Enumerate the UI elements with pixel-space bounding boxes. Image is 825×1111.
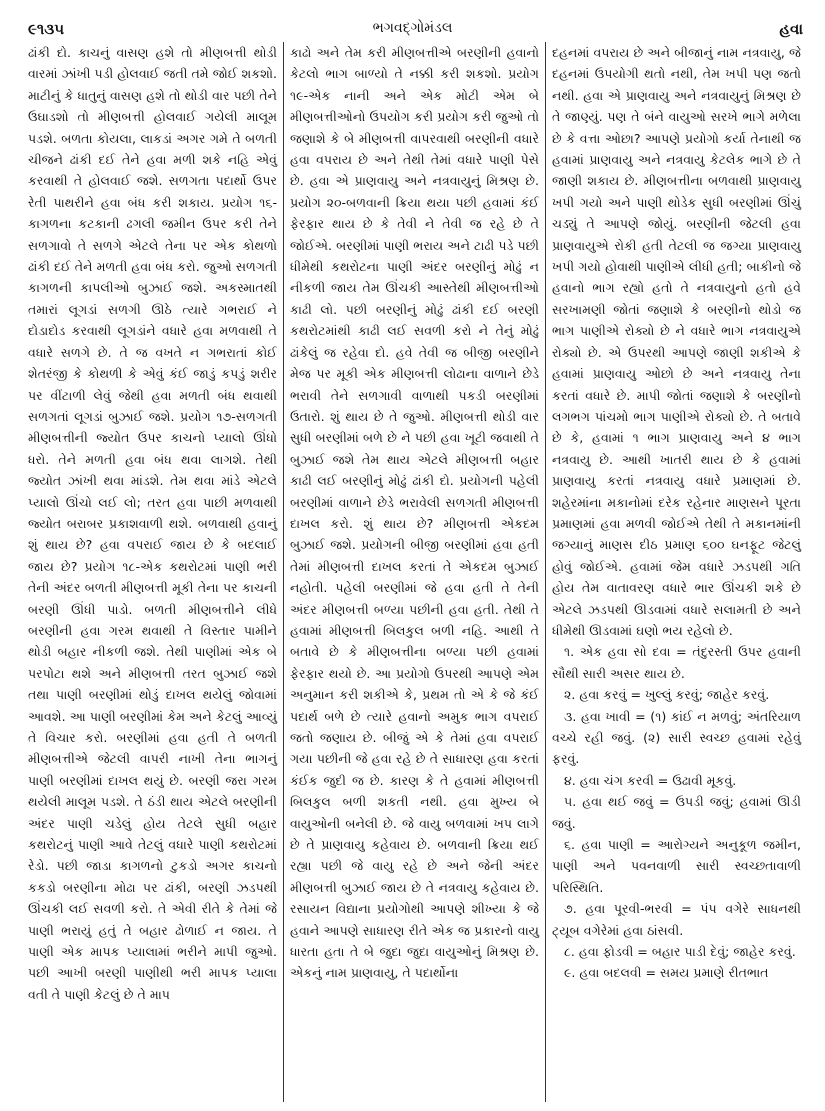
book-title: ભગવદ્ગોમંડલ <box>372 20 453 36</box>
idiom-entry: ૩. હવા ખાવી = (૧) કાંઈ ન મળવું; અંતરિયાળ વચ્ચે રહી જવું. (૨) સારી સ્વચ્છ હવામાં રહેવું ફરવું. <box>551 708 801 767</box>
text-columns <box>22 42 807 1102</box>
column-3 <box>546 42 807 1102</box>
idiom-entry: ૧. એક હવા સો દવા = તંદુરસ્તી ઉપર હવાની સૌથી સારી અસર થાય છે. <box>551 644 801 681</box>
idiom-entry: ૭. હવા પૂરવી-ભરવી = પંપ વગેરે સાધનથી ટ્યૂબ વગેરેમાં હવા ઠાંસવી. <box>551 901 801 938</box>
paragraph: કાઢો અને તેમ કરી મીણબત્તીએ બરણીની હવાનો કેટલો ભાગ બાળ્યો તે નક્કી કરી શકશો. પ્રયોગ ૧૯-એક નાની અને એક મોટી એમ બે મીણબત્તીઓનો ઉપયોગ કરી પ્રયોગ કરી જુઓ તો જણાશે કે બે મીણબત્તી વાપરવાથી બરણીની વધારે હવા વપરાય છે અને તેથી તેમાં વધારે પાણી પેસે છે. હવા એ પ્રાણવાયુ અને નત્રવાયુનું મિશ્રણ છે. પ્રયોગ ૨૦-બળવાની ક્રિયા થયા પછી હવામાં કંઈ ફેરફાર થાય છે કે તેવી ને તેવી જ રહે છે તે જોઈએ. બરણીમાં પાણી ભરાય અને ટાઢી પડે પછી ધીમેથી કથરોટના પાણી અંદર બરણીનું મોઢું ન નીકળી જાય તેમ ઊંચકી આસ્તેથી મીણબત્તીઓ કાઢી લો. પછી બરણીનું મોઢું ઢાંકી દઈ બરણી કથરોટમાંથી કાઢી લઈ સવળી કરો ને તેનું મોઢું ઢાંકેલું જ રહેવા દો. હવે તેવી જ બીજી બરણીને મેજ પર મૂકી એક મીણબત્તી લોઢાના વાળાને છેડે ભરાવી તેને સળગાવી વાળાથી પકડી બરણીમાં ઉતારો. શું થાય છે તે જુઓ. મીણબત્તી થોડી વાર સુધી બરણીમાં બળે છે ને પછી હવા ખૂટી જવાથી તે બુઝાઈ જશે તેમ થાય એટલે મીણબત્તી બહાર કાઢી લઈ બરણીનું મોઢું ઢાંકી દો. પ્રયોગની પહેલી બરણીમાં વાળાને છેડે ભરાવેલી સળગતી મીણબત્તી દાખલ કરો. શું થાય છે? મીણબત્તી એકદમ બુઝાઈ જશે. પ્રયોગની બીજી બરણીમાં હવા હતી તેમાં મીણબત્તી દાખલ કરતાં તે એકદમ બુઝાઈ નહોતી. પહેલી બરણીમાં જે હવા હતી તે તેની અંદર મીણબત્તી બળ્યા પછીની હવા હતી. તેથી તે હવામાં મીણબત્તી બિલકુલ બળી નહિ. આથી તે બતાવે છે કે મીણબત્તીના બળ્યા પછી હવામાં ફેરફાર થયો છે. આ પ્રયોગો ઉપરથી આપણે એમ અનુમાન કરી શકીએ કે, પ્રથમ તો એ કે જે કંઈ પદાર્થ બળે છે ત્યારે હવાનો અમુક ભાગ વપરાઈ જતો જણાય છે. બીજું એ કે તેમાં હવા વપરાઈ ગયા પછીની જે હવા રહે છે તે સાધારણ હવા કરતાં કંઈક જુદી જ છે. કારણ કે તે હવામાં મીણબત્તી બિલકુલ બળી શકતી નથી. હવા મુખ્ય બે વાયુઓની બનેલી છે. જે વાયુ બળવામાં ખપ લાગે છે તે પ્રાણવાયુ કહેવાય છે. બળવાની ક્રિયા થઈ રહ્યા પછી જે વાયુ રહે છે અને જેની અંદર મીણબત્તી બુઝાઈ જાય છે તે નત્રવાયુ કહેવાય છે. રસાયન વિદ્યાના પ્રયોગોથી આપણે શીખ્યા કે જે હવાને આપણે સાધારણ રીતે એક જ પ્રકારનો વાયુ ધારતા હતા તે બે જુદા જુદા વાયુઓનું મિશ્રણ છે. એકનું નામ પ્રાણવાયુ, તે પદાર્થોના <box>289 45 539 981</box>
idiom-entry: ૯. હવા બદલવી = સમય પ્રમાણે રીતભાત <box>563 965 769 981</box>
idiom-entry: ૫. હવા થઈ જવું = ઉપડી જવું; હવામાં ઊડી જવું. <box>551 794 801 831</box>
paragraph: ઢાંકી દો. કાચનું વાસણ હશે તો મીણબત્તી થોડી વારમાં ઝાંખી પડી હોલવાઈ જતી તમે જોઈ શકશો. માટીનું કે ધાતુનું વાસણ હશે તો થોડી વાર પછી તેને ઉઘાડશો તો મીણબત્તી હોલવાઈ ગયેલી માલૂમ પડશે. બળતા કોયલા, લાકડાં અગર ગમે તે બળતી ચીજને ઢાંકી દઈ તેને હવા મળી શકે નહિ એવું કરવાથી તે હોલવાઈ જશે. સળગતા પદાર્થો ઉપર રેતી પાથરીને હવા બંધ કરી શકાય. પ્રયોગ ૧૬-કાગળના કટકાની ઢગલી જમીન ઉપર કરી તેને સળગાવો તે સળગે એટલે તેના પર એક કોથળો ઢાંકી દઈ તેને મળતી હવા બંધ કરો. જુઓ સળગતી કાગળની કાપલીઓ બુઝાઈ જશે. અકસ્માતથી તમારાં લૂગડાં સળગી ઊઠે ત્યારે ગભરાઈ ને દોડાદોડ કરવાથી લૂગડાંને વધારે હવા મળવાથી તે વધારે સળગે છે. તે જ વખતે ન ગભરાતાં કોઈ શેતરંજી કે કોથળી કે એવું કંઈ જાડું કપડું શરીર પર વીંટાળી લેવું જેથી હવા મળતી બંધ થવાથી સળગતાં લૂગડાં બુઝાઈ જશે. પ્રયોગ ૧૭-સળગતી મીણબત્તીની જ્યોત ઉપર કાચનો પ્યાલો ઊંધો ધરો. તેને મળતી હવા બંધ થવા લાગશે. તેથી જ્યોત ઝાંખી થવા માંડશે. તેમ થવા માંડે એટલે પ્યાલો ઊંચો લઈ લો; તરત હવા પાછી મળવાથી જ્યોત બરાબર પ્રકાશવાળી થશે. બળવાથી હવાનું શું થાય છે? હવા વપરાઈ જાય છે કે બદલાઈ જાય છે? પ્રયોગ ૧૮-એક કથરોટમાં પાણી ભરી તેની અંદર બળતી મીણબત્તી મૂકી તેના પર કાચની બરણી ઊંધી પાડો. બળતી મીણબત્તીને લીધે બરણીની હવા ગરમ થવાથી તે વિસ્તાર પામીને થોડી બહાર નીકળી જશે. તેથી પાણીમાં એક બે પરપોટા થશે અને મીણબત્તી તરત બુઝાઈ જશે તથા પાણી બરણીમાં થોડું દાખલ થયેલું જોવામાં આવશે. આ પાણી બરણીમાં કેમ અને કેટલું આવ્યું તે વિચાર કરો. બરણીમાં હવા હતી તે બળતી મીણબત્તીએ જેટલી વાપરી નાખી તેના ભાગનું પાણી બરણીમાં દાખલ થયું છે. બરણી જરા ગરમ થયેલી માલૂમ પડશે. તે ઠંડી થાય એટલે બરણીની અંદર પાણી ચડેલું હોય તેટલે સુધી બહાર કથરોટનું પાણી આવે તેટલું વધારે પાણી કથરોટમાં રેડો. પછી જાડા કાગળનો ટુકડો અગર કાચનો કકડો બરણીના મોઢા પર ઢાંકી, બરણી ઝડપથી ઊંચકી લઈ સવળી કરો. તે એવી રીતે કે તેમાં જે પાણી ભરાયું હતું તે બહાર ઢોળાઈ ન જાય. તે પાણી એક માપક પ્યાલામાં ભરીને માપી જુઓ. પછી આખી બરણી પાણીથી ભરી માપક પ્યાલા વતી તે પાણી કેટલું છે તે માપ <box>28 45 278 1002</box>
idiom-entry: ૪. હવા ચંગ કરવી = ઉઢાવી મૂકવું. <box>563 772 737 788</box>
headword: હવા <box>779 20 803 38</box>
idiom-entry: ૮. હવા ફોડવી = બહાર પાડી દેવું; જાહેર કરવું. <box>563 944 796 960</box>
paragraph: દહનમાં વપરાય છે અને બીજાનું નામ નત્રવાયુ, જે દહનમાં ઉપયોગી થતો નથી, તેમ ખપી પણ જતો નથી. હવા એ પ્રાણવાયુ અને નત્રવાયુનું મિશ્રણ છે તે જાણ્યું. પણ તે બંને વાયુઓ સરખે ભાગે મળેલા છે કે વત્તા ઓછા? આપણે પ્રયોગો કર્યા તેનાથી જ હવામાં પ્રાણવાયુ અને નત્રવાયુ કેટલેક ભાગે છે તે જાણી શકાય છે. મીણબત્તીના બળવાથી પ્રાણવાયુ ખપી ગયો અને પાણી થોડેક સુધી બરણીમાં ઊંચું ચડ્યું તે આપણે જોયું. બરણીની જેટલી હવા પ્રાણવાયુએ રોકી હતી તેટલી જ જગ્યા પ્રાણવાયુ ખપી ગયો હોવાથી પાણીએ લીધી હતી; બાકીનો જે હવાનો ભાગ રહ્યો હતો તે નત્રવાયુનો હતો હવે સરખામણી જોતાં જણાશે કે બરણીનો થોડો જ ભાગ પાણીએ રોક્યો છે ને વધારે ભાગ નત્રવાયુએ રોક્યો છે. એ ઉપરથી આપણે જાણી શકીએ કે હવામાં પ્રાણવાયુ ઓછો છે અને નત્રવાયુ તેના કરતાં વધારે છે. માપી જોતાં જણાશે કે બરણીનો લગભગ પાંચમો ભાગ પાણીએ રોક્યો છે. તે બતાવે છે કે, હવામાં ૧ ભાગ પ્રાણવાયુ અને ૪ ભાગ નત્રવાયુ છે. આથી ખાતરી થાય છે કે હવામાં પ્રાણવાયુ કરતાં નત્રવાયુ વધારે પ્રમાણમાં છે. શહેરમાંના મકાનોમાં દરેક રહેનાર માણસને પૂરતા પ્રમાણમાં હવા મળવી જોઈએ તેથી તે મકાનમાંની જગ્યાનું માણસ દીઠ પ્રમાણ ૬૦૦ ઘનફૂટ જેટલું હોવું જોઈએ. હવામાં જેમ વધારે ઝડપથી ગતિ હોય તેમ વાતાવરણ વધારે ભાર ઊંચકી શકે છે એટલે ઝડપથી ઊડવામાં વધારે સલામતી છે અને ધીમેથી ઊડવામાં ઘણો ભય રહેલો છે. <box>551 45 801 638</box>
idiom-entry: ૬. હવા પાણી = આરોગ્યને અનુકૂળ જમીન, પાણી અને પવનવાળી સારી સ્વચ્છતાવાળી પરિસ્થિતિ. <box>551 837 801 895</box>
column-2 <box>284 42 545 1102</box>
idiom-entry: ૨. હવા કરવું = ખુલ્લું કરવું; જાહેર કરવું. <box>563 687 770 703</box>
page-number: ૯૧૩૫ <box>28 20 65 38</box>
column-1 <box>22 42 283 1102</box>
page-header <box>0 12 825 42</box>
